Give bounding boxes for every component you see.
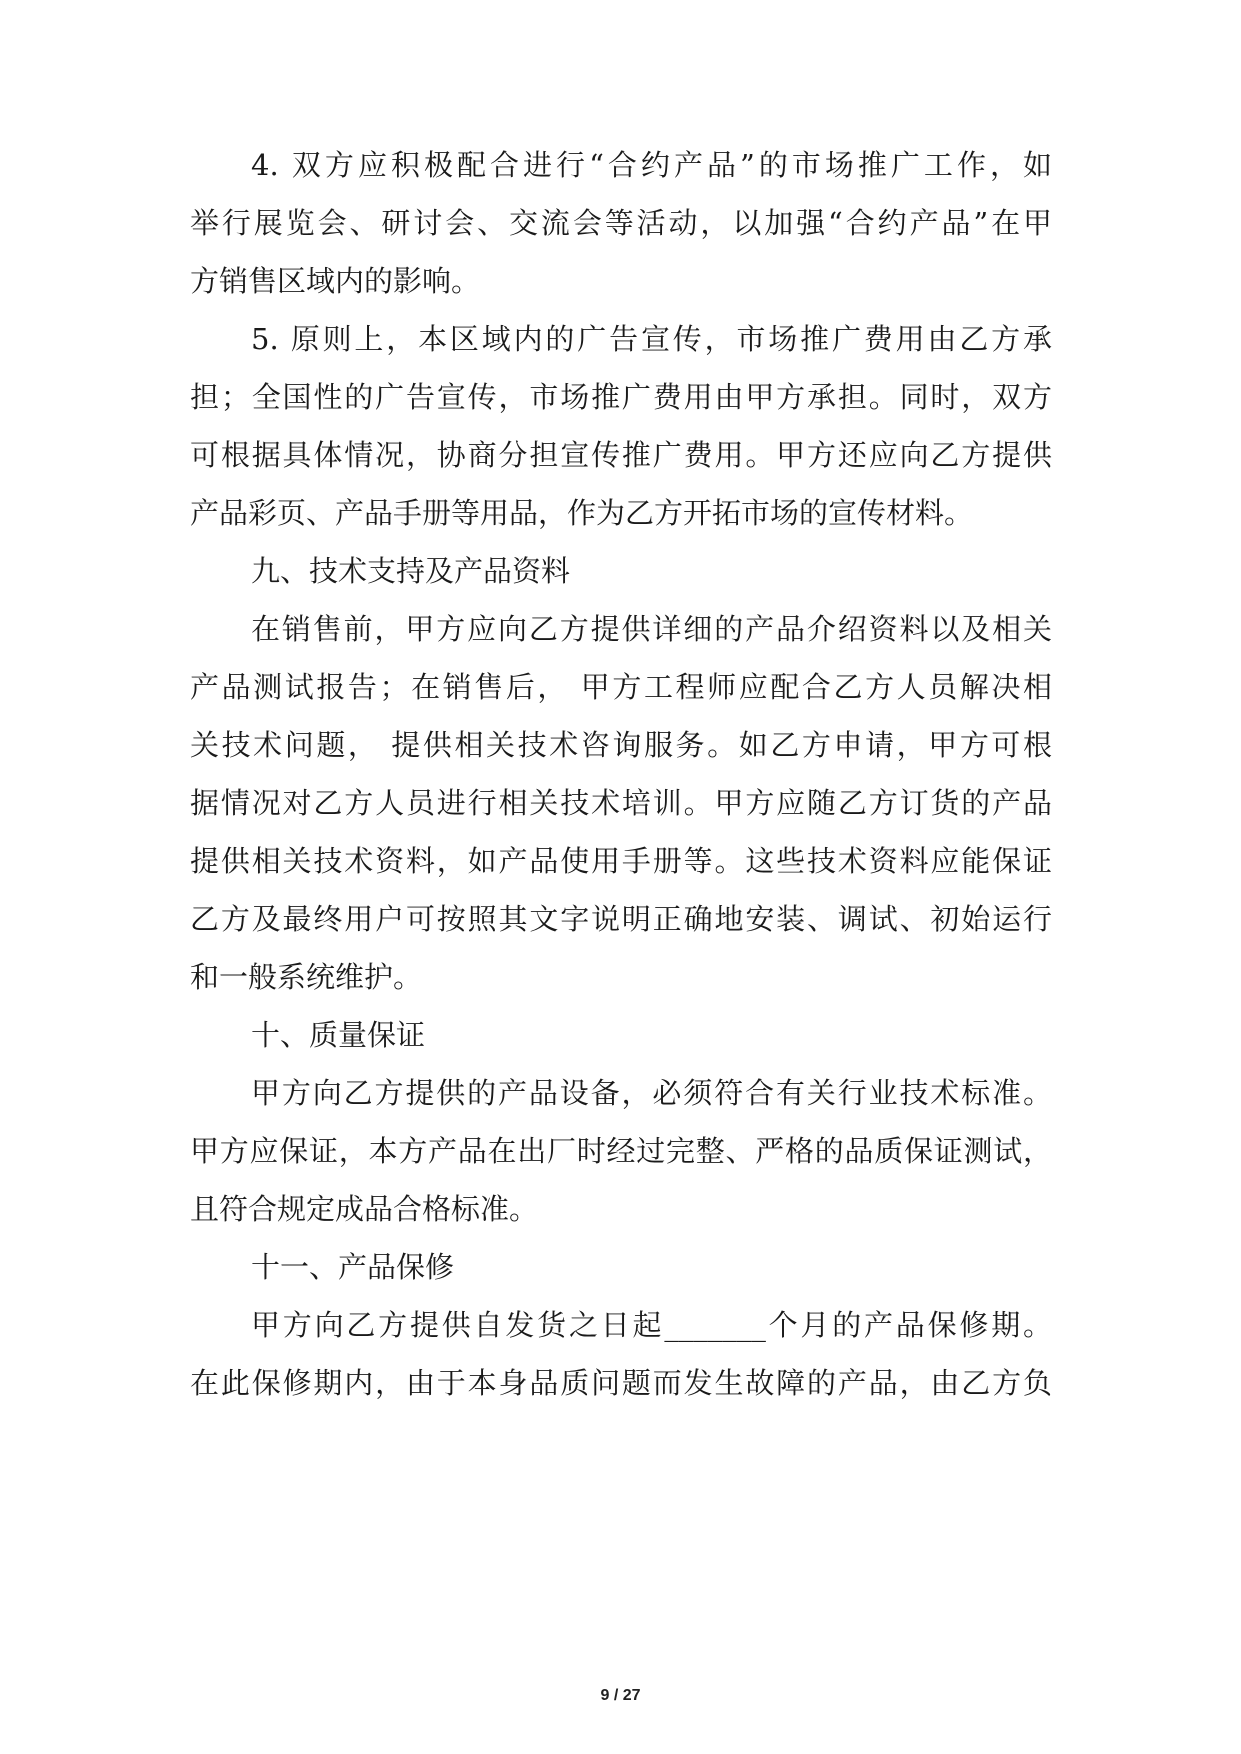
- section-heading-warranty: 十一、产品保修: [251, 1250, 455, 1284]
- quality-line-2: 甲方应保证，本方产品在出厂时经过完整、严格的品质保证测试，: [190, 1134, 1052, 1168]
- paragraph-5-line-2: 担；全国性的广告宣传，市场推广费用由甲方承担。同时，双方: [190, 380, 1052, 414]
- tech-support-line-4: 据情况对乙方人员进行相关技术培训。甲方应随乙方订货的产品: [190, 786, 1052, 820]
- tech-support-line-2: 产品测试报告；在销售后， 甲方工程师应配合乙方人员解决相: [190, 670, 1052, 704]
- warranty-line-2: 在此保修期内，由于本身品质问题而发生故障的产品，由乙方负: [190, 1366, 1052, 1400]
- tech-support-line-1: 在销售前，甲方应向乙方提供详细的产品介绍资料以及相关: [251, 612, 1052, 646]
- paragraph-4-line-1: 4. 双方应积极配合进行“合约产品”的市场推广工作，如: [251, 148, 1052, 182]
- quality-line-3: 且符合规定成品合格标准。: [190, 1192, 539, 1226]
- paragraph-4-line-3: 方销售区域内的影响。: [190, 264, 481, 298]
- warranty-line-1: 甲方向乙方提供自发货之日起_______个月的产品保修期。: [251, 1308, 1052, 1342]
- quality-line-1: 甲方向乙方提供的产品设备，必须符合有关行业技术标准。: [251, 1076, 1052, 1110]
- paragraph-4-line-2: 举行展览会、研讨会、交流会等活动，以加强“合约产品”在甲: [190, 206, 1052, 240]
- tech-support-line-6: 乙方及最终用户可按照其文字说明正确地安装、调试、初始运行: [190, 902, 1052, 936]
- paragraph-5-line-3: 可根据具体情况，协商分担宣传推广费用。甲方还应向乙方提供: [190, 438, 1052, 472]
- section-heading-tech-support: 九、技术支持及产品资料: [251, 554, 571, 588]
- tech-support-line-3: 关技术问题， 提供相关技术咨询服务。如乙方申请，甲方可根: [190, 728, 1052, 762]
- page-number: 9 / 27: [600, 1687, 641, 1704]
- tech-support-line-7: 和一般系统维护。: [190, 960, 423, 994]
- paragraph-5-line-4: 产品彩页、产品手册等用品，作为乙方开拓市场的宣传材料。: [190, 496, 974, 530]
- paragraph-5-line-1: 5. 原则上，本区域内的广告宣传，市场推广费用由乙方承: [251, 322, 1052, 356]
- section-heading-quality: 十、质量保证: [251, 1018, 426, 1052]
- tech-support-line-5: 提供相关技术资料，如产品使用手册等。这些技术资料应能保证: [190, 844, 1052, 878]
